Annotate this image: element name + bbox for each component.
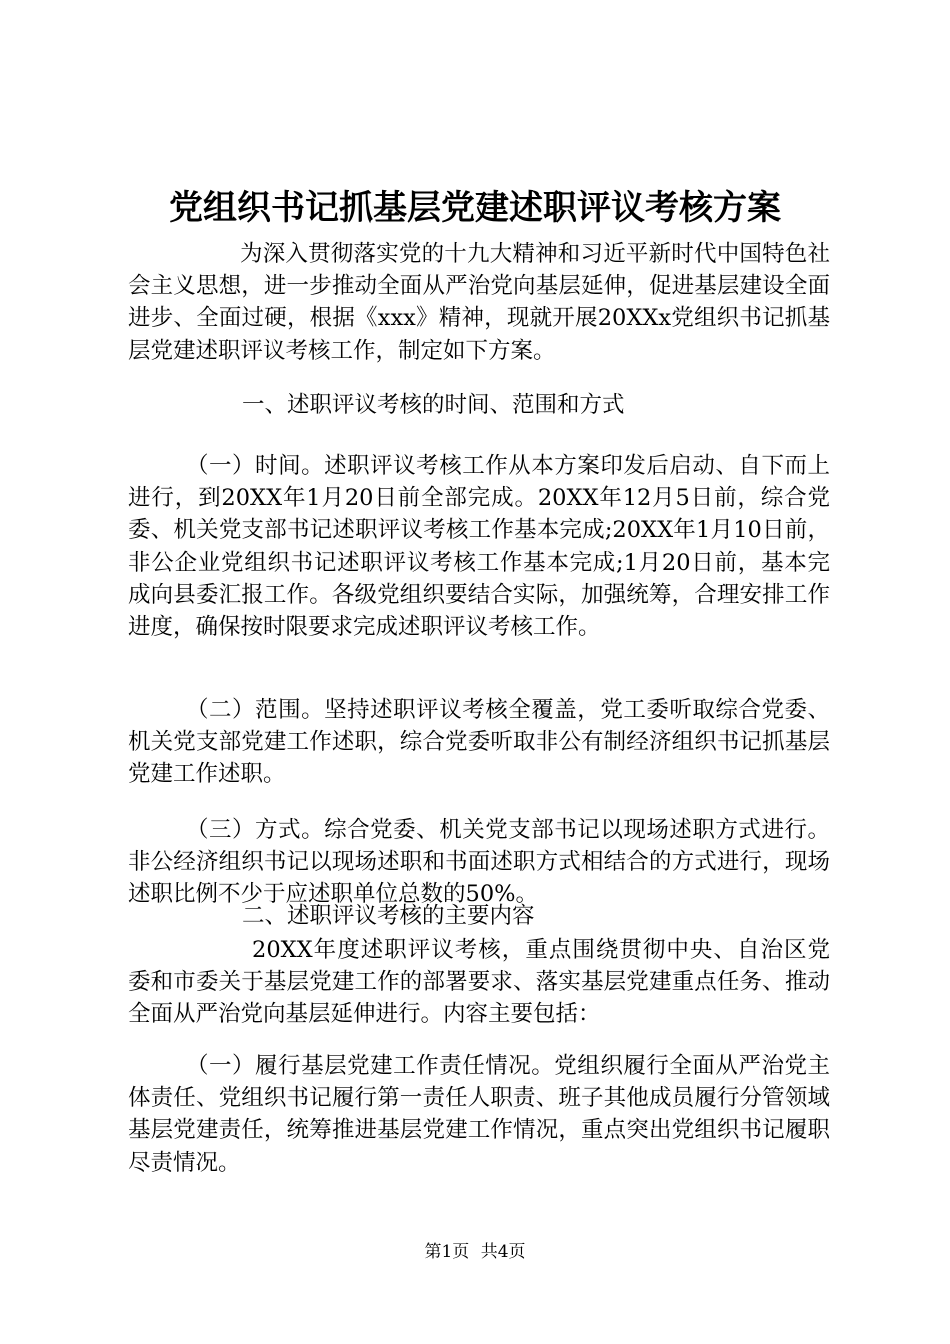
current-page-number: 第1页 — [424, 1242, 470, 1262]
method-paragraph: （三）方式。综合党委、机关党支部书记以现场述职方式进行。非公经济组织书记以现场述职和书面述职方式相结合的方式进行，现场述职比例不少于应述职单位总数的50%。 — [128, 817, 830, 908]
content-paragraph: 20XX年度述职评议考核，重点围绕贯彻中央、自治区党委和市委关于基层党建工作的部署要求、落实基层党建重点任务、推动全面从严治党向基层延伸进行。内容主要包括： — [128, 937, 830, 1028]
total-pages: 共4页 — [480, 1242, 526, 1262]
section-heading-1: 一、述职评议考核的时间、范围和方式 — [242, 392, 625, 418]
page-footer — [0, 1240, 950, 1264]
document-title: 党组织书记抓基层党建述职评议考核方案 — [169, 188, 781, 228]
duty-paragraph: （一）履行基层党建工作责任情况。党组织履行全面从严治党主体责任、党组织书记履行第一责任人职责、班子其他成员履行分管领域基层党建责任，统筹推进基层党建工作情况，重点突出党组织书记履职尽责情况。 — [128, 1053, 830, 1176]
intro-paragraph: 为深入贯彻落实党的十九大精神和习近平新时代中国特色社会主义思想，进一步推动全面从严治党向基层延伸，促进基层建设全面进步、全面过硬，根据《xxx》精神，现就开展20XXx党组织书记抓基层党建述职评议考核工作，制定如下方案。 — [128, 241, 830, 364]
scope-paragraph: （二）范围。坚持述职评议考核全覆盖，党工委听取综合党委、机关党支部党建工作述职，综合党委听取非公有制经济组织书记抓基层党建工作述职。 — [128, 697, 830, 788]
time-paragraph: （一）时间。述职评议考核工作从本方案印发后启动、自下而上进行，到20XX年1月20日前全部完成。20XX年12月5日前，综合党委、机关党支部书记述职评议考核工作基本完成;20XX年1月10日前，非公企业党组织书记述职评议考核工作基本完成;1月20日前，基本完成向县委汇报工作。各级党组织要结合实际，加强统筹，合理安排工作进度，确保按时限要求完成述职评议考核工作。 — [128, 453, 830, 641]
section-heading-2: 二、述职评议考核的主要内容 — [242, 903, 535, 929]
